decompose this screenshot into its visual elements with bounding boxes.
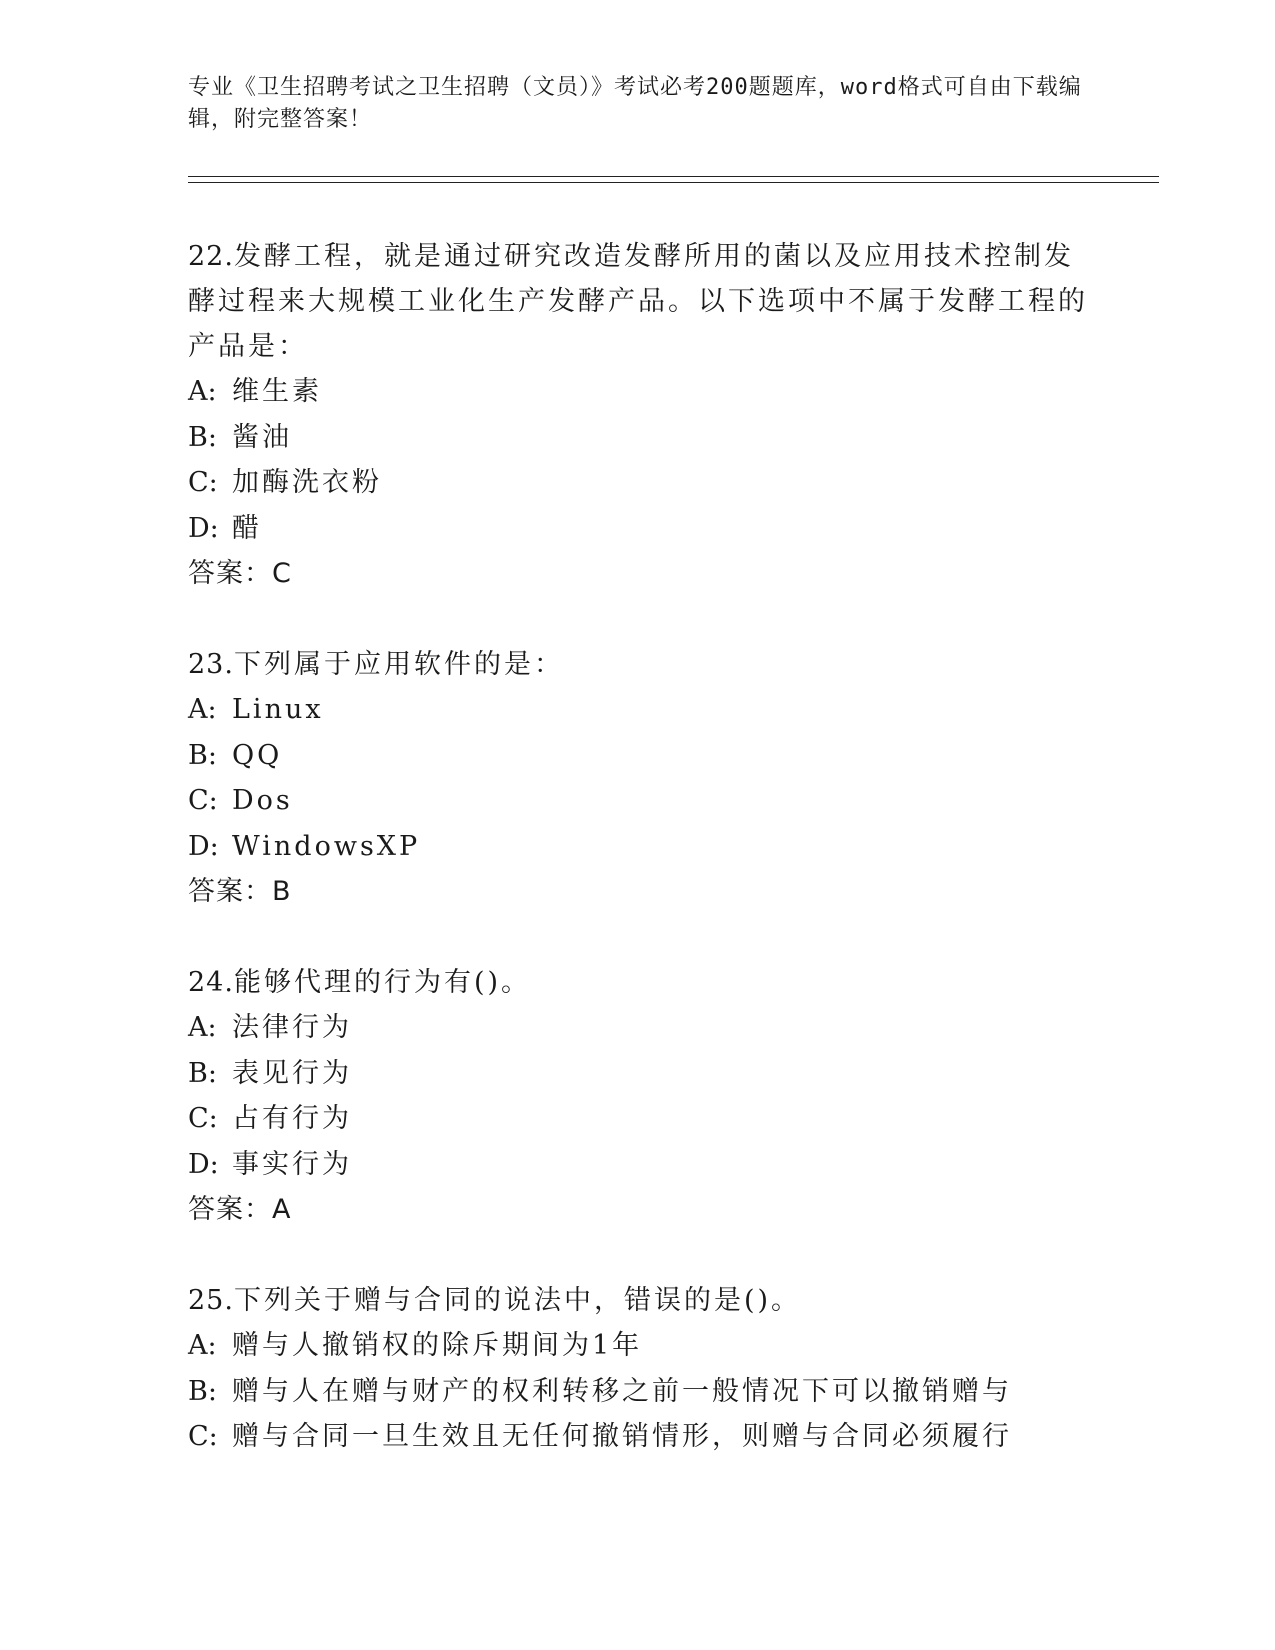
option-text: 事实行为 <box>232 1148 352 1180</box>
answer-label: 答案：B <box>188 876 292 907</box>
option-text: 赠与合同一旦生效且无任何撤销情形，则赠与合同必须履行 <box>232 1421 1012 1452</box>
option-b <box>188 1369 1088 1415</box>
option-text: 赠与人在赠与财产的权利转移之前一般情况下可以撤销赠与 <box>232 1375 1012 1407</box>
option-text: 醋 <box>232 512 262 544</box>
option-key: B: <box>188 739 217 771</box>
header-divider-top <box>188 176 1159 177</box>
option-d <box>188 1142 1088 1188</box>
option-text: 法律行为 <box>232 1012 352 1043</box>
question-stem <box>188 960 1088 1005</box>
option-key: C: <box>188 1103 218 1134</box>
question-23 <box>188 642 1088 914</box>
option-d <box>188 506 1088 552</box>
option-key: D: <box>188 512 219 544</box>
option-key: B: <box>188 1057 217 1089</box>
option-key: C: <box>188 467 218 498</box>
question-25 <box>188 1278 1088 1460</box>
option-text: 加酶洗衣粉 <box>232 467 382 498</box>
question-text: 下列关于赠与合同的说法中，错误的是()。 <box>233 1285 802 1316</box>
option-text: 表见行为 <box>232 1057 352 1089</box>
option-a <box>188 1005 1088 1051</box>
question-text: 发酵工程，就是通过研究改造发酵所用的菌以及应用技术控制发酵过程来大规模工业化生产发酵产品。以下选项中不属于发酵工程的产品是： <box>188 241 1088 362</box>
option-d <box>188 824 1088 870</box>
question-24 <box>188 960 1088 1232</box>
question-number: 25. <box>188 1285 234 1316</box>
question-text: 下列属于应用软件的是： <box>233 649 564 680</box>
answer-label: 答案：C <box>188 558 292 589</box>
option-text: Dos <box>232 785 293 816</box>
option-a <box>188 687 1088 733</box>
question-text: 能够代理的行为有()。 <box>233 967 532 998</box>
question-stem <box>188 1278 1088 1323</box>
option-text: 维生素 <box>232 376 322 407</box>
option-key: A: <box>188 1012 217 1043</box>
header-divider-bottom <box>188 182 1159 183</box>
option-key: D: <box>188 830 219 862</box>
option-c <box>188 1414 1088 1460</box>
option-key: C: <box>188 1421 218 1452</box>
option-key: A: <box>188 694 217 725</box>
option-b <box>188 733 1088 779</box>
option-a <box>188 369 1088 415</box>
option-b <box>188 1051 1088 1097</box>
question-stem <box>188 234 1088 369</box>
option-c <box>188 1096 1088 1142</box>
option-key: C: <box>188 785 218 816</box>
question-number: 23. <box>188 649 234 680</box>
option-key: A: <box>188 376 217 407</box>
answer-label: 答案：A <box>188 1194 292 1225</box>
question-22 <box>188 234 1088 596</box>
option-text: QQ <box>232 739 283 771</box>
option-key: A: <box>188 1330 217 1361</box>
document-header: 专业《卫生招聘考试之卫生招聘（文员）》考试必考200题题库，word格式可自由下载编辑，附完整答案！ <box>188 75 1082 132</box>
option-b <box>188 415 1088 461</box>
question-list <box>188 234 1088 1506</box>
option-text: 赠与人撤销权的除斥期间为1年 <box>232 1330 643 1361</box>
question-stem <box>188 642 1088 687</box>
option-text: WindowsXP <box>232 830 421 862</box>
question-number: 24. <box>188 967 234 998</box>
option-text: 酱油 <box>232 421 292 453</box>
option-text: 占有行为 <box>232 1103 352 1134</box>
question-number: 22. <box>188 241 234 272</box>
option-text: Linux <box>232 694 324 725</box>
option-a <box>188 1323 1088 1369</box>
option-key: B: <box>188 1375 217 1407</box>
option-c <box>188 460 1088 506</box>
option-c <box>188 778 1088 824</box>
option-key: D: <box>188 1148 219 1180</box>
option-key: B: <box>188 421 217 453</box>
